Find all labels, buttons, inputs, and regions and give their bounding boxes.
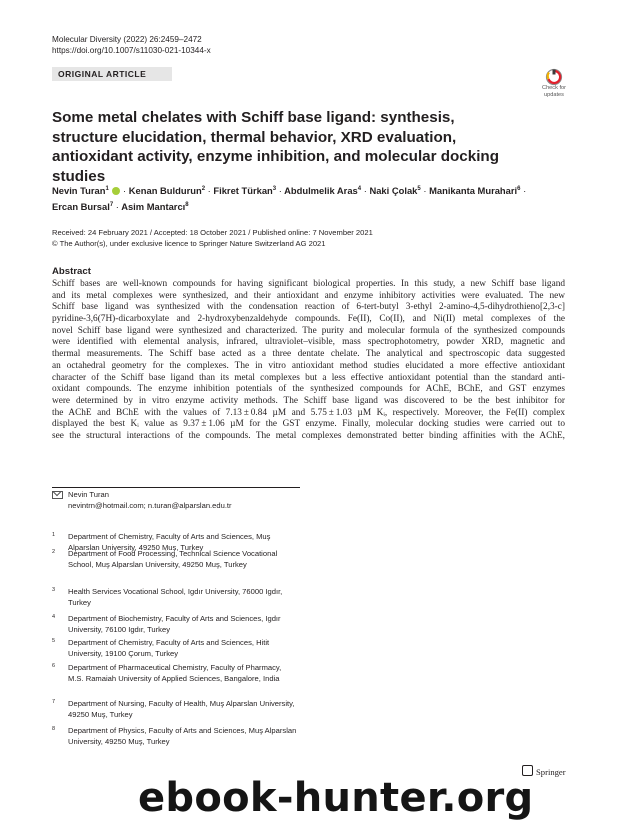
article-type-label: ORIGINAL ARTICLE xyxy=(58,69,147,79)
author-name[interactable]: Ercan Bursal xyxy=(52,201,110,212)
article-type-banner xyxy=(52,67,172,81)
abstract-heading: Abstract xyxy=(52,266,91,277)
affiliation-number: 2 xyxy=(52,549,56,555)
abstract-line: the AChE and BChE with the values of 7.13 ± 0.84 µM and 5.75 ± 1.03 µM Kᵢ, respectively. Moreover, the Fe(II) complex xyxy=(52,407,565,418)
author-name[interactable]: Manikanta Murahari xyxy=(429,185,518,196)
affiliation-text: Department of Nursing, Faculty of Health, Muş Alparslan University, 49250 Muş, Turkey xyxy=(68,699,295,719)
corresponding-author-name: Nevin Turan xyxy=(68,490,109,499)
author-affiliation-ref: 1 xyxy=(105,186,109,192)
author-separator: · xyxy=(523,185,527,196)
abstract-line: Schiff base ligand was synthesized with the condensation reaction of 6-tert-butyl 3-ethyl 2-amino-4,5-dihydrothieno[2,3-c] xyxy=(52,302,565,313)
history-dates: Received: 24 February 2021 / Accepted: 18 October 2021 / Published online: 7 November 2021 xyxy=(52,228,373,237)
affiliation-number: 7 xyxy=(52,699,56,705)
abstract-line: novel Schiff base ligand were synthesized and characterized. The purity and molecular formula of the synthesized compounds xyxy=(52,325,565,336)
author-name[interactable]: Fikret Türkan xyxy=(213,185,273,196)
abstract-line: character of the Schiff base ligand than its metal complexes but a less effective antioxidant potential than the standard anti- xyxy=(52,372,565,383)
watermark: ebook-hunter.org xyxy=(138,775,534,821)
affiliation-number: 6 xyxy=(52,663,56,669)
author-name[interactable]: Nevin Turan xyxy=(52,185,106,196)
affiliation-number: 4 xyxy=(52,614,56,620)
author-affiliation-ref: 7 xyxy=(109,202,114,208)
orcid-icon[interactable] xyxy=(112,187,120,195)
author-separator: · xyxy=(423,185,427,196)
abstract-line: see the structural interactions of the compounds. The metal complexes demonstrated better binding affinities with the AChE, xyxy=(52,430,565,441)
affiliation-text: Department of Food Processing, Technical Science Vocational School, Muş Alparslan University, 49250 Muş, Turkey xyxy=(68,549,278,569)
author-separator: · xyxy=(115,201,119,212)
footnote-divider xyxy=(52,487,300,488)
journal-header xyxy=(52,34,211,56)
author-name[interactable]: Abdulmelik Aras xyxy=(284,185,358,196)
author-list xyxy=(52,182,552,214)
check-updates-line-1: Check for xyxy=(542,85,566,91)
author-affiliation-ref: 8 xyxy=(185,202,189,208)
publication-dates xyxy=(52,228,373,249)
affiliation-text: Health Services Vocational School, Igdır University, 76000 Igdır, Turkey xyxy=(68,587,283,607)
author-name[interactable]: Asim Mantarcı xyxy=(121,201,186,212)
abstract-line: oxidant compounds. The enzyme inhibition potentials of the synthesized compounds for AChE, BChE, and GST enzymes xyxy=(52,384,565,395)
abstract-line: thermal measurements. The Schiff base acted as a three dentate chelate. The analytical and spectroscopic data suggested xyxy=(52,349,565,360)
abstract-body xyxy=(52,279,565,463)
article-title: Some metal chelates with Schiff base ligand: synthesis, structure elucidation, thermal behavior, XRD evaluation, antioxidant activity, enzyme inhibition, and molecular docking studies xyxy=(52,109,499,185)
publisher-name: Springer xyxy=(536,767,566,777)
journal-citation: Molecular Diversity (2022) 26:2459–2472 xyxy=(52,35,202,44)
affiliation-text: Department of Biochemistry, Faculty of Arts and Sciences, Igdır University, 76100 Igdır, Turkey xyxy=(68,614,281,634)
author-affiliation-ref: 6 xyxy=(517,186,521,192)
corresponding-author-emails[interactable]: nevintrn@hotmail.com; n.turan@alparslan.edu.tr xyxy=(68,501,232,510)
doi-link[interactable]: https://doi.org/10.1007/s11030-021-10344-x xyxy=(52,46,211,55)
author-name[interactable]: Kenan Buldurun xyxy=(128,185,202,196)
affiliation-number: 8 xyxy=(52,726,56,732)
affiliation-number: 1 xyxy=(52,532,56,538)
author-name[interactable]: Naki Çolak xyxy=(369,185,418,196)
author-separator: · xyxy=(363,185,367,196)
envelope-icon xyxy=(52,491,63,499)
abstract-line: and its metal complexes were synthesized, and their antioxidant and enzyme inhibitory activities were evaluated. The new xyxy=(52,290,565,301)
affiliation-text: Department of Chemistry, Faculty of Arts and Sciences, Muş Alparslan University, 49250 Muş, Turkey xyxy=(68,532,271,552)
affiliation-number: 3 xyxy=(52,587,56,593)
check-updates-line-2: updates xyxy=(544,91,564,98)
author-affiliation-ref: 2 xyxy=(201,186,206,192)
author-separator: · xyxy=(123,185,127,196)
affiliation-text: Department of Physics, Faculty of Arts and Sciences, Muş Alparslan University, 49250 Muş, Turkey xyxy=(68,726,297,746)
abstract-line: pyridine-3,6(7H)-dicarboxylate and 2-hydroxybenzaldehyde compounds. Fe(II), Co(II), and Ni(II) metal complexes of the xyxy=(52,314,565,325)
author-affiliation-ref: 4 xyxy=(357,186,362,192)
abstract-line: were determined by in vitro enzyme activity methods. The Schiff base ligand was discovered to be the best inhibitor for xyxy=(52,395,565,406)
abstract-line: an octahedral geometry for the complexes. The in vitro antioxidant method studies elucidated a more effective antioxidant xyxy=(52,360,565,371)
affiliation-number: 5 xyxy=(52,638,56,644)
affiliation-text: Department of Pharmaceutical Chemistry, Faculty of Pharmacy, M.S. Ramaiah University of Applied Sciences, Bangalore, India xyxy=(68,663,282,683)
check-updates-text xyxy=(530,85,578,98)
abstract-line: displayed the best Kᵢ value as 9.37 ± 1.06 µM for the GST enzyme. Finally, molecular docking studies were carried out to xyxy=(52,419,565,430)
abstract-line: were identified with elemental analysis, infrared, ultraviolet–visible, mass spectrophotometry, powder XRD, magnetic and xyxy=(52,337,565,348)
copyright-line: © The Author(s), under exclusive licence to Springer Nature Switzerland AG 2021 xyxy=(52,238,326,248)
affiliation-text: Department of Chemistry, Faculty of Arts and Sciences, Hitit University, 19100 Çorum, Turkey xyxy=(68,638,270,658)
abstract-line: Schiff bases are well-known compounds for having significant biological properties. In this study, a new Schiff base ligand xyxy=(52,279,565,289)
author-separator: · xyxy=(207,185,211,196)
author-affiliation-ref: 5 xyxy=(417,186,421,192)
author-separator: · xyxy=(278,185,282,196)
author-affiliation-ref: 3 xyxy=(272,186,277,192)
